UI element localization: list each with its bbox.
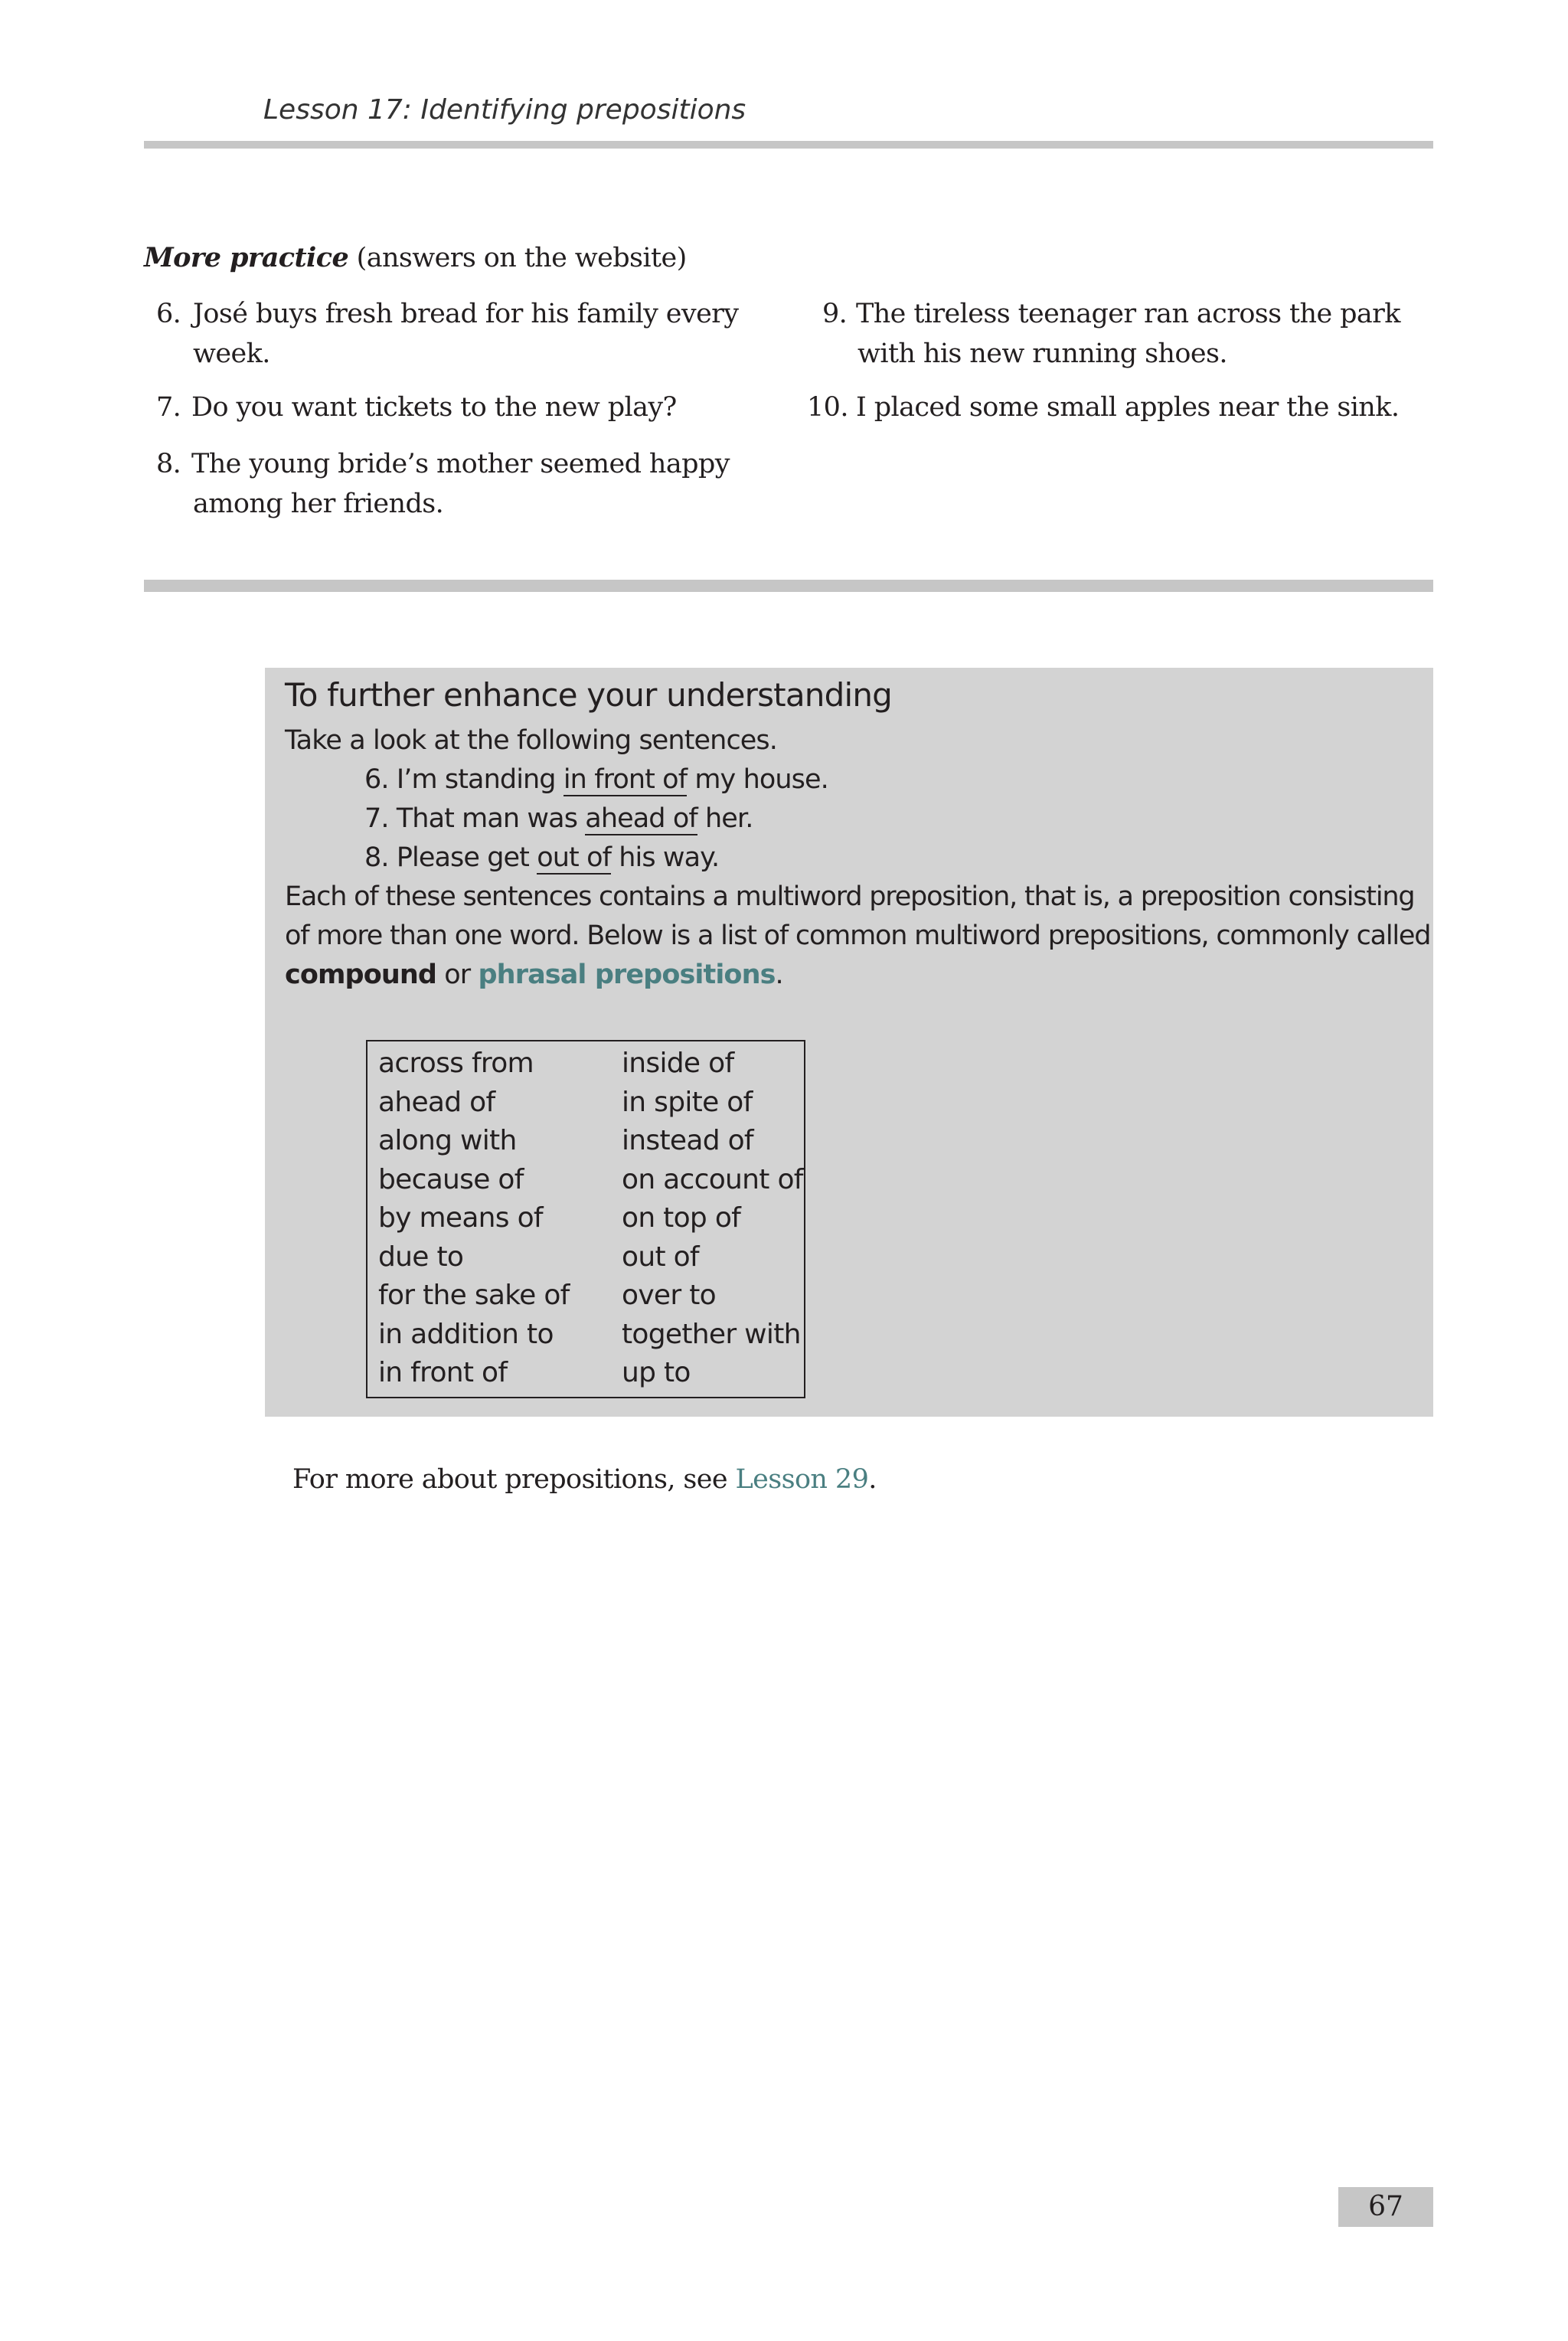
box-title: To further enhance your understanding (285, 676, 893, 714)
term-end: . (775, 960, 783, 990)
practice-item-6 (156, 294, 784, 374)
example-underlined: out of (537, 842, 612, 873)
preposition-item: together with (622, 1318, 801, 1350)
enhance-understanding-box (265, 668, 1433, 1417)
explanation-line: Each of these sentences contains a multiword preposition, that is, a preposition consisting (285, 881, 1415, 912)
preposition-item: along with (378, 1125, 517, 1156)
practice-item-line: with his new running shoes. (858, 338, 1227, 369)
preposition-item: out of (622, 1241, 699, 1273)
practice-item-number: 6. (156, 299, 181, 329)
preposition-column-2 (622, 1045, 803, 1393)
preposition-item: instead of (622, 1125, 753, 1156)
footer-reference (292, 1460, 877, 1499)
preposition-item: on account of (622, 1163, 803, 1195)
preposition-item: in front of (378, 1357, 508, 1388)
more-practice-heading (144, 238, 687, 278)
page-number: 67 (1338, 2187, 1433, 2227)
preposition-item: in addition to (378, 1318, 554, 1350)
example-before: I’m standing (396, 764, 564, 795)
example-after: my house. (687, 764, 828, 795)
practice-item-8 (156, 444, 784, 524)
term-phrasal-prepositions: phrasal prepositions (478, 960, 776, 990)
term-compound: compound (285, 960, 437, 990)
more-practice-label: More practice (144, 242, 349, 273)
example-underlined: in front of (563, 764, 688, 795)
practice-item-text: Do you want tickets to the new play? (191, 392, 677, 423)
practice-item-text (191, 444, 730, 524)
preposition-item: by means of (378, 1202, 543, 1234)
preposition-item: because of (378, 1163, 524, 1195)
preposition-list (366, 1040, 805, 1398)
preposition-item: inside of (622, 1048, 734, 1079)
practice-item-10 (807, 387, 1435, 427)
lesson-29-link[interactable]: Lesson 29 (735, 1464, 869, 1495)
preposition-item: due to (378, 1241, 464, 1273)
practice-item-text: I placed some small apples near the sink. (856, 392, 1400, 423)
practice-item-number: 9. (822, 299, 848, 329)
practice-item-number: 7. (156, 392, 181, 423)
section-rule (144, 580, 1433, 592)
example-sentence (364, 799, 753, 839)
example-number: 7. (364, 803, 389, 834)
practice-item-text (856, 294, 1400, 374)
preposition-column-1 (378, 1045, 570, 1393)
footer-end: . (868, 1464, 877, 1495)
preposition-item: on top of (622, 1202, 741, 1234)
practice-item-text (193, 294, 738, 374)
practice-item-9 (822, 294, 1435, 374)
page-header-title: Lesson 17: Identifying prepositions (263, 94, 746, 126)
example-after: her. (697, 803, 753, 834)
preposition-item: across from (378, 1048, 534, 1079)
example-sentence (364, 760, 828, 799)
example-before: Please get (396, 842, 537, 873)
footer-text: For more about prepositions, see (292, 1464, 736, 1495)
preposition-item: over to (622, 1280, 716, 1311)
example-sentence (364, 839, 719, 878)
example-number: 6. (364, 764, 389, 795)
example-before: That man was (396, 803, 586, 834)
practice-item-line: week. (193, 338, 270, 369)
preposition-item: up to (622, 1357, 691, 1388)
example-after: his way. (611, 842, 720, 873)
preposition-item: for the sake of (378, 1280, 570, 1311)
explanation-last-line (285, 956, 783, 995)
example-underlined: ahead of (585, 803, 697, 834)
example-number: 8. (364, 842, 389, 873)
practice-item-line: among her friends. (193, 489, 444, 519)
practice-item-line: The tireless teenager ran across the park (856, 299, 1400, 329)
practice-item-number: 10. (807, 392, 848, 423)
practice-item-7 (156, 387, 784, 427)
box-intro: Take a look at the following sentences. (285, 725, 777, 756)
practice-item-number: 8. (156, 449, 181, 479)
header-rule (144, 141, 1433, 149)
practice-item-line: The young bride’s mother seemed happy (191, 449, 730, 479)
preposition-item: ahead of (378, 1086, 495, 1118)
more-practice-note: (answers on the website) (356, 243, 687, 273)
preposition-item: in spite of (622, 1086, 753, 1118)
term-or: or (436, 960, 479, 990)
practice-item-line: José buys fresh bread for his family every (193, 299, 739, 329)
explanation-line: of more than one word. Below is a list of common multiword prepositions, commonly called (285, 920, 1431, 951)
